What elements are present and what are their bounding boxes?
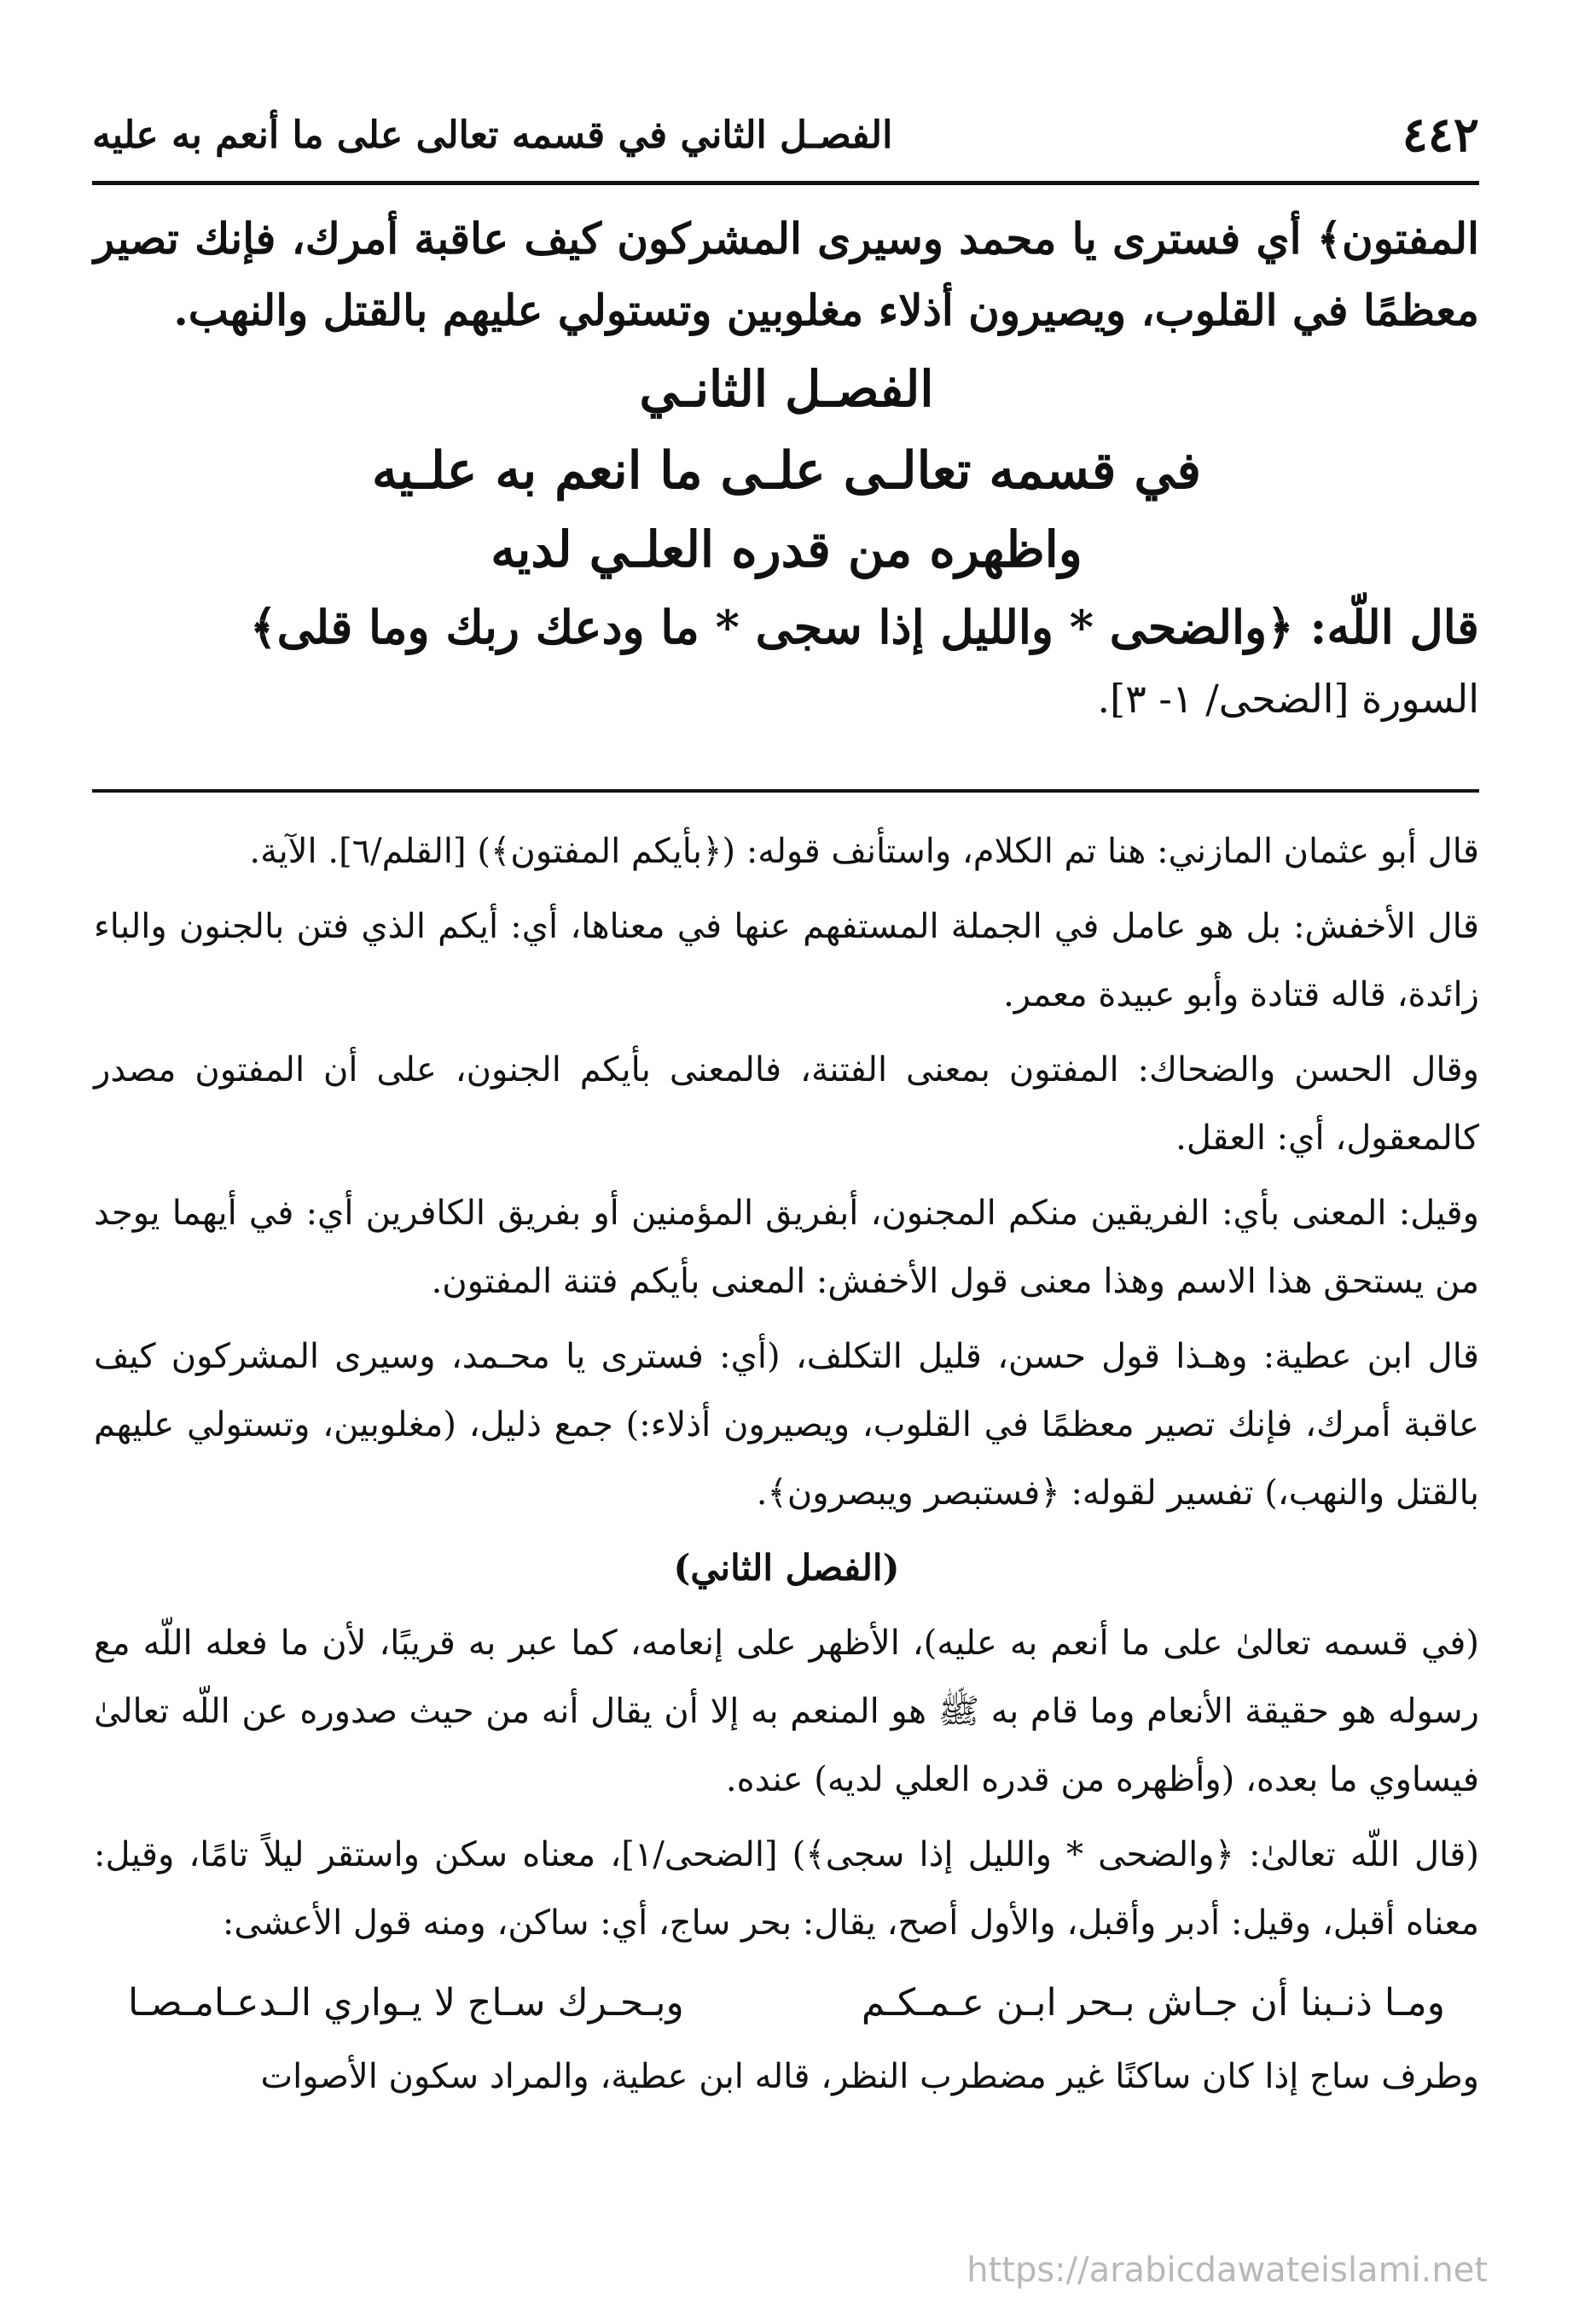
chapter-subtitle-2: واظهره من قدره العلـي لديه	[490, 520, 1083, 578]
commentary-paragraph: قال أبو عثمان المازني: هنا تم الكلام، واستأنف قوله: (﴿بأيكم المفتون﴾) [القلم/٦]. الآية.	[249, 832, 1479, 871]
commentary-paragraph: وقال الحسن والضحاك: المفتون بمعنى الفتنة، فالمعنى بأيكم الجنون، على أن المفتون مصدر كالمعقول، أي: العقل.	[94, 1050, 1479, 1158]
page-number: ٤٤٢	[1402, 107, 1479, 163]
watermark-url: https://arabicdawateislami.net	[966, 2251, 1488, 2290]
poem-verse	[128, 1969, 1445, 2037]
verse-reference: السورة [الضحى/ ١- ٣].	[1097, 676, 1479, 722]
main-text-opening: المفتون﴾ أي فسترى يا محمد وسيرى المشركون كيف عاقبة أمرك، فإنك تصير معظمًا في القلوب، ويصيرون أذلاء مغلوبين وتستولي عليهم بالقتل والنهب.	[94, 213, 1479, 335]
header-rule	[92, 181, 1479, 185]
commentary-paragraph: قال الأخفش: بل هو عامل في الجملة المستفهم عنها في معناها، أي: أيكم الذي فتن بالجنون والباء زائدة، قاله قتادة وأبو عبيدة معمر.	[94, 907, 1479, 1014]
commentary-paragraph: (قال اللّه تعالىٰ: ﴿والضحى * والليل إذا سجى﴾) [الضحى/١]، معناه سكن واستقر ليلاً تامًا، وقيل: معناه أقبل، وقيل: أدبر وأقبل، والأول أصح، يقال: بحر ساج، أي: ساكن، ومنه قول الأعشى:	[94, 1835, 1479, 1943]
commentary-paragraph: (في قسمه تعالىٰ على ما أنعم به عليه)، الأظهر على إنعامه، كما عبر به قريبًا، لأن ما فعله اللّه مع رسوله هو حقيقة الأنعام وما قام به ﷺ هو المنعم به إلا أن يقال أنه من حيث صدوره عن اللّه تعالىٰ فيساوي ما بعده، (وأظهره من قدره العلي لديه) عنده.	[94, 1624, 1479, 1799]
commentary-subheading: (الفصل الثاني)	[673, 1547, 900, 1589]
poem-first-hemistich: ومـا ذنـبنا أن جـاش بـحر ابـن عـمـكـم	[861, 1981, 1445, 2025]
running-title: الفصـل الثاني في قسمه تعالى على ما أنعم به عليه	[92, 113, 893, 157]
commentary-paragraph: قال ابن عطية: وهـذا قول حسن، قليل التكلف، (أي: فسترى يا محـمد، وسيرى المشركون كيف عاقبة أمرك، فإنك تصير معظمًا في القلوب، ويصيرون أذلاء:) جمع ذليل، (مغلوبين، وتستولي عليهم بالقتل والنهب،) تفسير لقوله: ﴿فستبصر ويبصرون﴾.	[94, 1337, 1480, 1513]
quran-verse: قال اللّه: ﴿والضحى * والليل إذا سجى * ما ودعك ربك وما قلى﴾	[249, 600, 1479, 654]
commentary-text	[94, 817, 1479, 2118]
poem-second-hemistich: وبـحـرك سـاج لا يـواري الـدعـامـصـا	[128, 1981, 684, 2025]
chapter-title: الفصـل الثانـي	[639, 360, 934, 418]
commentary-paragraph: وقيل: المعنى بأي: الفريقين منكم المجنون، أبفريق المؤمنين أو بفريق الكافرين أي: في أيهما يوجد من يستحق هذا الاسم وهذا معنى قول الأخفش: المعنى بأيكم فتنة المفتون.	[94, 1194, 1479, 1301]
commentary-divider	[92, 789, 1479, 793]
commentary-paragraph: وطرف ساج إذا كان ساكنًا غير مضطرب النظر، قاله ابن عطية، والمراد سكون الأصوات	[260, 2057, 1479, 2096]
chapter-subtitle-1: في قسمه تعالـى علـى ما انعم به علـيه	[371, 441, 1202, 501]
main-text	[94, 203, 1479, 732]
page-header	[92, 101, 1479, 169]
